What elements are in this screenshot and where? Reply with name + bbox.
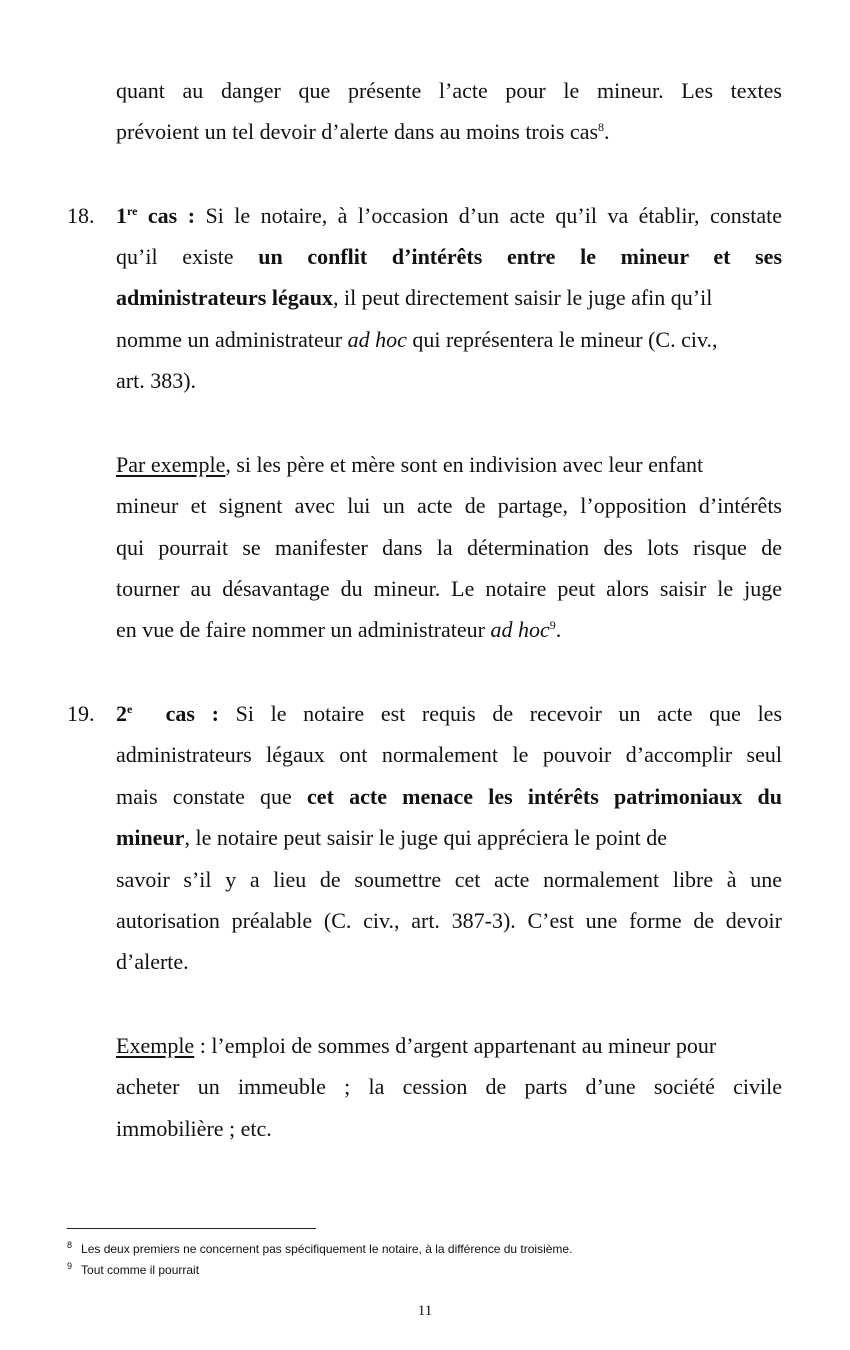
footnote: $^9$ Tout comme il pourrait — [67, 1261, 200, 1277]
text-line: autorisation préalable (C. civ., art. 387-3). C’est une forme de devoir — [116, 908, 782, 933]
text-line: quant au danger que présente l’acte pour le mineur. Les textes — [116, 78, 782, 103]
text-line: Exemple : l’emploi de sommes d’argent appartenant au mineur pour — [116, 1033, 717, 1058]
text-line: 1re cas : Si le notaire, à l’occasion d’un acte qu’il va établir, constate — [116, 203, 783, 228]
example-label: Par exemple — [116, 452, 226, 477]
page-number: 11 — [417, 1303, 433, 1319]
text-line: Par exemple, si les père et mère sont en indivision avec leur enfant — [116, 452, 704, 477]
text-line: mais constate que cet acte menace les intérêts patrimoniaux du — [116, 784, 782, 809]
text-line: qu’il existe un conflit d’intérêts entre le mineur et ses — [116, 244, 783, 269]
text-line: mineur et signent avec lui un acte de partage, l’opposition d’intérêts — [116, 493, 782, 518]
text-line: mineur, le notaire peut saisir le juge qui appréciera le point de — [116, 825, 668, 850]
footnote: $^8$ Les deux premiers ne concernent pas spécifiquement le notaire, à la différence du troisième. — [67, 1240, 573, 1256]
paragraph-number: 18. — [67, 203, 95, 228]
text-line: 2e cas : Si le notaire est requis de recevoir un acte que les — [116, 701, 783, 726]
text-line: art. 383). — [116, 368, 197, 393]
text-line: savoir s’il y a lieu de soumettre cet acte normalement libre à une — [116, 867, 782, 892]
text-line: d’alerte. — [116, 949, 189, 974]
text-line: en vue de faire nommer un administrateur ad hoc$^9$. — [116, 617, 562, 642]
text-line: qui pourrait se manifester dans la détermination des lots risque de — [116, 535, 782, 560]
text-line: immobilière ; etc. — [116, 1116, 272, 1141]
text-line: tourner au désavantage du mineur. Le notaire peut alors saisir le juge — [116, 576, 782, 601]
text-line: administrateurs légaux, il peut directement saisir le juge afin qu’il — [116, 285, 713, 310]
footnote-ref: 8 — [598, 120, 605, 134]
footnote-separator — [67, 1228, 316, 1229]
text-line: nomme un administrateur ad hoc qui représentera le mineur (C. civ., — [116, 327, 718, 352]
text-line: prévoient un tel devoir d’alerte dans au moins trois cas$^8$. — [116, 119, 610, 144]
text-line: administrateurs légaux ont normalement le pouvoir d’accomplir seul — [116, 742, 782, 767]
footnote-ref: 9 — [549, 618, 556, 632]
example-label: Exemple — [116, 1033, 195, 1058]
text-line: acheter un immeuble ; la cession de parts d’une société civile — [116, 1074, 782, 1099]
paragraph-number: 19. — [67, 701, 95, 726]
